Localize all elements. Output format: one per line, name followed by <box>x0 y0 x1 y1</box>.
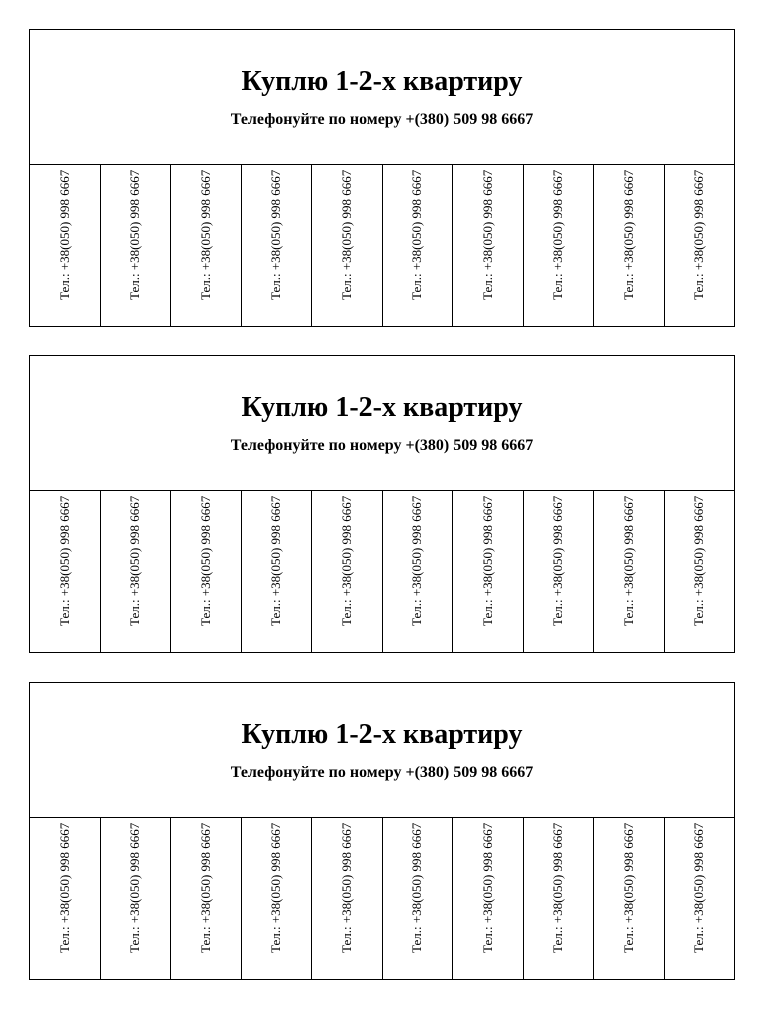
flyer-title: Куплю 1-2-х квартиру <box>241 66 523 97</box>
tab-phone-text: Тел.: +38(050) 998 6667 <box>197 169 213 300</box>
flyer-header <box>30 683 734 818</box>
flyer <box>29 355 735 653</box>
tear-off-tab[interactable] <box>242 491 313 652</box>
tear-off-tab[interactable] <box>171 818 242 979</box>
tear-off-tab[interactable] <box>30 165 101 326</box>
tear-off-tab[interactable] <box>242 818 313 979</box>
tear-off-tab[interactable] <box>594 165 665 326</box>
tear-off-tabs <box>30 818 734 979</box>
tear-off-tab[interactable] <box>665 491 735 652</box>
tear-off-tab[interactable] <box>594 818 665 979</box>
flyer-title: Куплю 1-2-х квартиру <box>241 392 523 423</box>
tab-phone-text: Тел.: +38(050) 998 6667 <box>268 169 284 300</box>
tab-phone-text: Тел.: +38(050) 998 6667 <box>338 169 354 300</box>
tear-off-tab[interactable] <box>171 491 242 652</box>
tab-phone-text: Тел.: +38(050) 998 6667 <box>479 822 495 953</box>
tear-off-tab[interactable] <box>101 491 172 652</box>
tab-phone-text: Тел.: +38(050) 998 6667 <box>620 169 636 300</box>
tab-phone-text: Тел.: +38(050) 998 6667 <box>691 822 707 953</box>
tab-phone-text: Тел.: +38(050) 998 6667 <box>127 822 143 953</box>
tear-off-tab[interactable] <box>242 165 313 326</box>
tab-phone-text: Тел.: +38(050) 998 6667 <box>197 822 213 953</box>
tab-phone-text: Тел.: +38(050) 998 6667 <box>338 822 354 953</box>
tear-off-tab[interactable] <box>312 165 383 326</box>
tab-phone-text: Тел.: +38(050) 998 6667 <box>409 495 425 626</box>
tab-phone-text: Тел.: +38(050) 998 6667 <box>409 169 425 300</box>
flyer-header <box>30 30 734 165</box>
tab-phone-text: Тел.: +38(050) 998 6667 <box>691 169 707 300</box>
tear-off-tab[interactable] <box>312 818 383 979</box>
tear-off-tab[interactable] <box>171 165 242 326</box>
tear-off-tab[interactable] <box>312 491 383 652</box>
tear-off-tab[interactable] <box>524 818 595 979</box>
tab-phone-text: Тел.: +38(050) 998 6667 <box>691 495 707 626</box>
tear-off-tabs <box>30 491 734 652</box>
tear-off-tab[interactable] <box>383 818 454 979</box>
tab-phone-text: Тел.: +38(050) 998 6667 <box>268 822 284 953</box>
flyer-subtitle: Телефонуйте по номеру +(380) 509 98 6667 <box>230 764 534 781</box>
flyer <box>29 682 735 980</box>
tear-off-tab[interactable] <box>665 165 735 326</box>
tab-phone-text: Тел.: +38(050) 998 6667 <box>550 169 566 300</box>
tab-phone-text: Тел.: +38(050) 998 6667 <box>127 495 143 626</box>
tear-off-tab[interactable] <box>101 818 172 979</box>
tear-off-tab[interactable] <box>383 491 454 652</box>
tab-phone-text: Тел.: +38(050) 998 6667 <box>479 495 495 626</box>
tab-phone-text: Тел.: +38(050) 998 6667 <box>338 495 354 626</box>
tab-phone-text: Тел.: +38(050) 998 6667 <box>197 495 213 626</box>
tear-off-tab[interactable] <box>453 491 524 652</box>
tab-phone-text: Тел.: +38(050) 998 6667 <box>550 822 566 953</box>
tear-off-tab[interactable] <box>30 491 101 652</box>
tab-phone-text: Тел.: +38(050) 998 6667 <box>268 495 284 626</box>
tab-phone-text: Тел.: +38(050) 998 6667 <box>56 169 72 300</box>
tear-off-tab[interactable] <box>101 165 172 326</box>
flyer <box>29 29 735 327</box>
tear-off-tab[interactable] <box>524 491 595 652</box>
tab-phone-text: Тел.: +38(050) 998 6667 <box>620 495 636 626</box>
flyer-subtitle: Телефонуйте по номеру +(380) 509 98 6667 <box>230 111 534 128</box>
tab-phone-text: Тел.: +38(050) 998 6667 <box>409 822 425 953</box>
tab-phone-text: Тел.: +38(050) 998 6667 <box>56 822 72 953</box>
tab-phone-text: Тел.: +38(050) 998 6667 <box>56 495 72 626</box>
tab-phone-text: Тел.: +38(050) 998 6667 <box>479 169 495 300</box>
flyer-header <box>30 356 734 491</box>
tear-off-tab[interactable] <box>383 165 454 326</box>
tear-off-tab[interactable] <box>594 491 665 652</box>
flyer-subtitle: Телефонуйте по номеру +(380) 509 98 6667 <box>230 437 534 454</box>
tab-phone-text: Тел.: +38(050) 998 6667 <box>550 495 566 626</box>
flyer-title: Куплю 1-2-х квартиру <box>241 719 523 750</box>
tear-off-tab[interactable] <box>524 165 595 326</box>
tear-off-tab[interactable] <box>453 818 524 979</box>
tab-phone-text: Тел.: +38(050) 998 6667 <box>620 822 636 953</box>
tear-off-tab[interactable] <box>30 818 101 979</box>
tab-phone-text: Тел.: +38(050) 998 6667 <box>127 169 143 300</box>
tear-off-tabs <box>30 165 734 326</box>
tear-off-tab[interactable] <box>665 818 735 979</box>
tear-off-tab[interactable] <box>453 165 524 326</box>
